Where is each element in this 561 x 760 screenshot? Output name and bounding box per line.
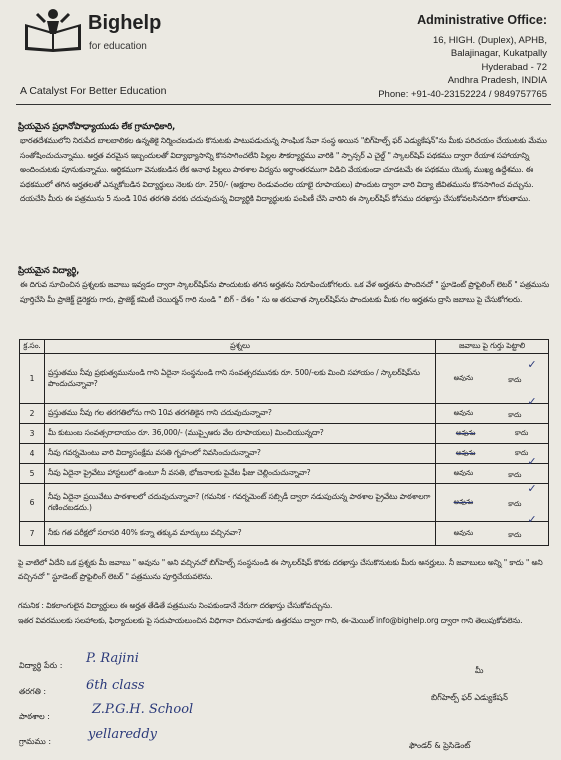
answer-yes[interactable]: అవును: [453, 468, 474, 477]
row-number: 7: [20, 522, 45, 546]
answer-no[interactable]: కాదు: [515, 448, 529, 457]
address-line: Hyderabad - 72: [481, 61, 547, 73]
question-text: నీవు ఏదైనా ప్రయివేటు పాఠశాలలో చదువుచున్నావా? (గమనిక - గవర్నమెంట్ సబ్సిడీ ద్వారా నడుపుచున్న పాఠశాల ప్రైవేటు పాఠశాలగా గణించబడదు.): [45, 484, 436, 522]
field-label-village: గ్రామము :: [19, 737, 52, 746]
brand-subtitle: for education: [89, 41, 147, 52]
student-name-value[interactable]: P. Rajini: [86, 651, 139, 666]
answer-no[interactable]: కాదు✓: [508, 394, 537, 419]
row-number: 3: [20, 424, 45, 444]
answer-no[interactable]: కాదు✓: [508, 512, 537, 539]
brand-name: Bighelp: [88, 12, 162, 34]
answer-yes[interactable]: అవును: [453, 373, 474, 382]
question-text: ప్రస్తుతము నీవు గల తరగతిలోను గాని 10వ తరగతికైన గాని చదువుచున్నావా?: [45, 404, 436, 424]
answer-yes[interactable]: అవును: [453, 408, 474, 417]
field-label-school: పాఠశాల :: [19, 712, 50, 721]
office-title: Administrative Office:: [417, 13, 547, 27]
closing-paragraph: పై వాటిలో ఏదేని ఒక ప్రశ్నకు మీ జవాబు " అవును " అని వచ్చినచో బిగ్‌హెల్ప్ సంస్థనుండి ఈ స్కాలర్‌షిప్ కొరకు దరఖాస్తు చేసుకొనుటకు మీరు అనర్హులు. నీ జవాబులు అన్ని " కాదు " అని వచ్చినచో " స్టూడెంట్ ప్రొఫైలింగ్ లెటర్ " పత్రమును పూర్తిచేయవలెను.: [18, 558, 543, 582]
table-row: [20, 404, 549, 424]
row-number: 1: [20, 354, 45, 404]
answer-no[interactable]: కాదు✓: [508, 357, 537, 384]
row-number: 2: [20, 404, 45, 424]
field-label-class: తరగతి :: [19, 687, 47, 696]
answer-no[interactable]: కాదు: [515, 428, 529, 437]
office-address: [378, 14, 547, 101]
checkmark-icon: ✓: [527, 454, 537, 468]
village-value[interactable]: yellareddy: [88, 727, 157, 742]
table-row: [20, 464, 549, 484]
question-text: నీవు గవర్నమెంటు వారి విద్యాసంక్షేమ వసతి గృహంలో నివసించుచున్నావా?: [45, 444, 436, 464]
column-header-answer: జవాబు పై గుర్తు పెట్టాలి: [436, 340, 549, 354]
signoff-org: బిగ్‌హెల్ప్ ఫర్ ఎడ్యుకేషన్: [431, 693, 508, 702]
tagline: A Catalyst For Better Education: [20, 85, 167, 97]
question-text: నీవు ఏదైనా ప్రైవేటు హాస్టలులో ఉంటూ నీ వసతి, భోజనాలకు పైవేట ఫీజు చెల్లించుచున్నావా?: [45, 464, 436, 484]
row-number: 5: [20, 464, 45, 484]
signoff-line: మీ: [475, 666, 484, 675]
questions-table: [19, 339, 549, 546]
checkmark-icon: ✓: [527, 357, 537, 371]
class-value[interactable]: 6th class: [86, 678, 145, 693]
answer-no[interactable]: కాదు✓: [508, 481, 537, 508]
intro-paragraph: భారతదేశములోని నిరుపేద బాలబాలికల ఉన్నతికై నిర్మించబడుచు కొనుటకు పాటుపడుచున్న సాంఘిక సేవా సంస్థ అయిన "బిగ్‌హెల్ప్ ఫర్ ఎడ్యుకేషన్"ను మీకు పరిచయం చేయుటకు మేము సంతోషించుచున్నాము. అర్హత వరమైన ఇబ్బందులతో విద్యాభ్యాసాన్ని కొనసాగించలేని పిల్లల సౌకర్యార్థము వారికి " స్పాన్సర్ ఎ చైల్డ్ " స్కాలర్‌షిప్ పథకము ద్వారా రేయాశ సహాయాన్ని అందించుటకు పూనుకున్నాము. ఆర్థికముగా వెనుకబడిన లేక అనాథ పిల్లలు పాఠశాల విద్యను అర్థాంతరముగా విడిచి వేయకుండా చూడటమే ఈ పథకము యొక్క ముఖ్య ఉద్దేశము. ఈ పథకములో తగిన అర్హతలతో ఎన్నుకోబడిన విద్యార్థులు నెలకు రూ. 250/- (అక్షరాల రెండువందల యాభై రూపాయలు) పొందుట ద్వారా వారి విద్యా జీవితమును కొనసాగించ వచ్చును. దయచేసి మీరు ఈ పత్రమును 5 నుండి 10వ తరగతి వరకు చదువుచున్న విద్యార్థికి విద్యార్థులకు పంపిణీ చేసి వారిని ఈ స్కాలర్‌షిప్ కోసము దరఖాస్తు చేసుకోవలసినదిగా కోరుతాము.: [20, 136, 547, 204]
header-divider: [16, 104, 551, 105]
salutation: ప్రియమైన ప్రధానోపాధ్యాయుడు లేక గ్రామాధికారి,: [18, 122, 176, 132]
question-text: మీ కుటుంబ సంవత్సరాదాయం రూ. 36,000/- (ముప్పైఆరు వేల రూపాయలు) మించియున్నదా?: [45, 424, 436, 444]
table-row: [20, 522, 549, 546]
row-number: 6: [20, 484, 45, 522]
address-line: Balajinagar, Kukatpally: [450, 48, 547, 59]
table-row: [20, 424, 549, 444]
table-row: [20, 444, 549, 464]
checkmark-icon: ✓: [527, 512, 537, 526]
checkmark-icon: ✓: [527, 481, 537, 495]
note-paragraph: గమనిక : వికలాంగులైన విద్యార్థులు ఈ అర్హత తేడితే పత్రమును నింపకుండానే నేరుగా దరఖాస్తు చేసుకోవచ్చును.: [18, 601, 333, 610]
address-line: 16, HIGH. (Duplex), APHB,: [432, 34, 547, 46]
column-header-questions: ప్రశ్నలు: [45, 340, 436, 354]
question-text: నీకు గత పరీక్షలో సరాసరి 40% కన్నా తక్కువ మార్కులు వచ్చినవా?: [45, 522, 436, 546]
student-paragraph: ఈ దిగువ సూచించిన ప్రశ్నలకు జవాబు ఇవ్వడం ద్వారా స్కాలర్‌షిప్‌ను పొందుటకు తగిన అర్హతను నిరూపించుకోగలరు. ఒక వేళ అర్హతను పొందినచో " స్టూడెంట్ ప్రొఫైలింగ్ లెటర్ " పత్రమును పూర్తిచేసి మీ ప్రాజెక్ట్ డైరెక్టరు గారు, ప్రాజెక్ట్ కమిటీ చెయిర్మన్ గారి నుండి " బిగ్ - దేశం " సు ఆ తరువాత స్కాలర్‌షిప్‌ను పొందుటకు మీకు గల అర్హతను ద్రాసి జబాబు పై చేసుకోగలరు.: [20, 280, 550, 304]
phone-line: Phone: +91-40-23152224 / 9849757765: [378, 88, 547, 100]
row-number: 4: [20, 444, 45, 464]
checkmark-icon: ✓: [527, 394, 537, 408]
question-text: ప్రస్తుతము నీవు ప్రభుత్వమునుండి గాని ఏదైనా సంస్థనుండి గాని సంవత్సరమునకు రూ. 500/-లకు మించి సహాయం / స్కాలర్‌షిప్‌ను పొందుచున్నావా?: [45, 354, 436, 404]
bighelp-logo: [23, 8, 83, 52]
signoff-title: ఫౌండర్ & ప్రెసిడెంట్: [409, 741, 471, 750]
answer-no[interactable]: కాదు✓: [508, 454, 537, 479]
address-line: Andhra Pradesh, INDIA: [447, 75, 547, 86]
answer-yes[interactable]: అవును: [453, 497, 474, 506]
answer-yes[interactable]: అవును: [455, 448, 476, 457]
table-row: [20, 484, 549, 522]
answer-yes[interactable]: అవును: [453, 528, 474, 537]
student-salutation: ప్రియమైన విద్యార్థి,: [18, 266, 80, 276]
contact-paragraph: ఇతర వివరములకు సలహాలకు, ఫిర్యాదులకు పై సదుపాయలుంచిన విధిగానా చిరునామాకు ఉత్తరము ద్వారా గాని, ఈ-మెయిల్ info@bighelp.org ద్వారా గాని తెలుపుకోవలెను.: [18, 616, 523, 625]
column-header-sno: క్ర.సం.: [20, 340, 45, 354]
school-value[interactable]: Z.P.G.H. School: [92, 702, 194, 717]
table-row: [20, 354, 549, 404]
field-label-name: విద్యార్థి పేరు :: [19, 661, 63, 670]
answer-yes[interactable]: అవును: [455, 428, 476, 437]
